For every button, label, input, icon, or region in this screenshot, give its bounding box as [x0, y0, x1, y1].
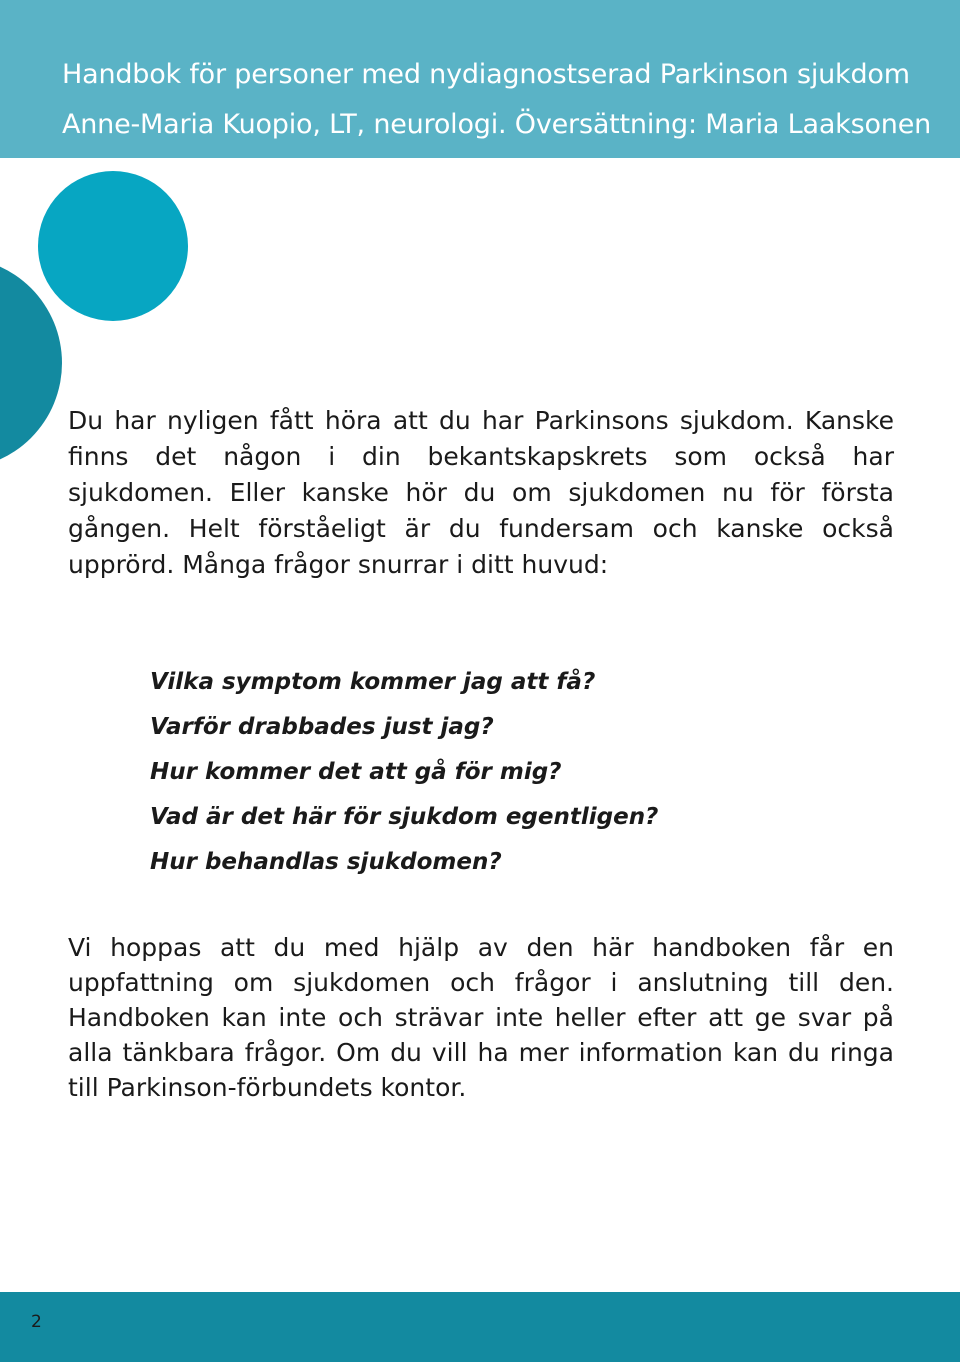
outro-paragraph: Vi hoppas att du med hjälp av den här handboken får en uppfattning om sjukdomen och frågor i anslutning till den. Handboken kan inte och strävar inte heller efter att ge svar på alla tänkbara frågor. Om du vill ha mer information kan du ringa till Parkinson-förbundets kontor.: [68, 933, 894, 1102]
question-item: Hur kommer det att gå för mig?: [150, 759, 562, 785]
question-list: [150, 660, 658, 885]
intro-paragraph: Du har nyligen fått höra att du har Parkinsons sjukdom. Kanske finns det någon i din bekantskapskrets som också har sjukdomen. Eller kanske hör du om sjukdomen nu för första gången. Helt förståeligt är du fundersam och kanske också upprörd. Många frågor snurrar i ditt huvud:: [68, 406, 894, 579]
decorative-circle-large: [38, 171, 188, 321]
question-item: Vilka symptom kommer jag att få?: [150, 669, 596, 695]
question-item: Hur behandlas sjukdomen?: [150, 849, 502, 875]
question-item: Varför drabbades just jag?: [150, 714, 494, 740]
footer-band: [0, 1292, 960, 1362]
header-band: [0, 0, 960, 158]
page-number: 2: [31, 1312, 42, 1332]
header-author: Anne-Maria Kuopio, LT, neurologi. Översättning: Maria Laaksonen: [62, 109, 932, 140]
header-title: Handbok för personer med nydiagnostserad Parkinson sjukdom: [62, 59, 910, 90]
question-item: Vad är det här för sjukdom egentligen?: [150, 804, 659, 830]
